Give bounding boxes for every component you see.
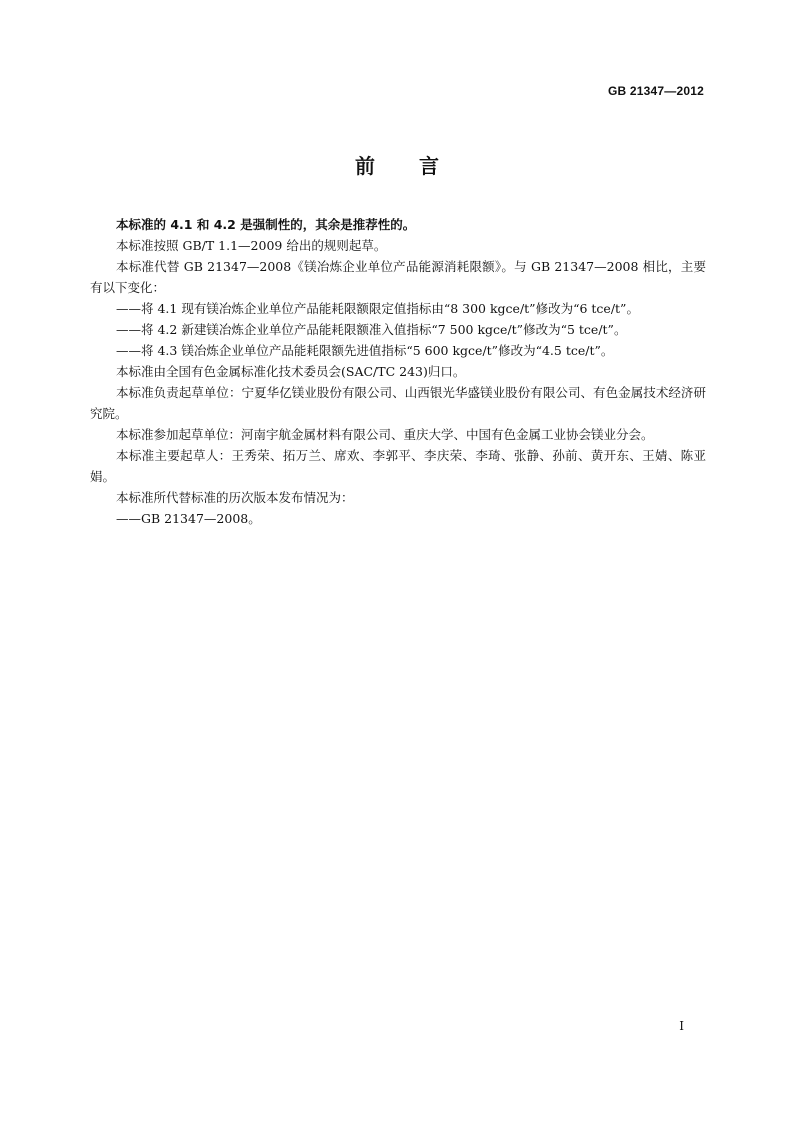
- foreword-paragraph-technical-committee: 本标准由全国有色金属标准化技术委员会(SAC/TC 243)归口。: [116, 364, 466, 379]
- page-title: 前言: [355, 154, 483, 178]
- foreword-paragraph-replacement: 本标准代替 GB 21347—2008《镁冶炼企业单位产品能源消耗限额》。与 GB 21347—2008 相比，主要有以下变化：: [90, 259, 706, 295]
- change-item-4-3: ——将 4.3 镁冶炼企业单位产品能耗限额先进值指标“5 600 kgce/t”修改为“4.5 tce/t”。: [116, 343, 614, 358]
- change-item-4-2: ——将 4.2 新建镁冶炼企业单位产品能耗限额准入值指标“7 500 kgce/t”修改为“5 tce/t”。: [116, 322, 627, 337]
- foreword-paragraph-drafting-rules: 本标准按照 GB/T 1.1—2009 给出的规则起草。: [116, 238, 387, 253]
- foreword-paragraph-mandatory-clauses: 本标准的 4.1 和 4.2 是强制性的，其余是推荐性的。: [116, 217, 416, 232]
- page-number: I: [679, 1019, 684, 1033]
- foreword-paragraph-version-history: 本标准所代替标准的历次版本发布情况为：: [116, 490, 354, 505]
- foreword-body: [90, 214, 706, 529]
- change-item-4-1: ——将 4.1 现有镁冶炼企业单位产品能耗限额限定值指标由“8 300 kgce/t”修改为“6 tce/t”。: [116, 301, 639, 316]
- foreword-paragraph-participating-drafters: 本标准参加起草单位：河南宇航金属材料有限公司、重庆大学、中国有色金属工业协会镁业分会。: [116, 427, 654, 442]
- foreword-paragraph-lead-drafters: 本标准负责起草单位：宁夏华亿镁业股份有限公司、山西银光华盛镁业股份有限公司、有色金属技术经济研究院。: [90, 385, 706, 421]
- standard-number: GB 21347—2012: [608, 84, 704, 98]
- version-history-item: ——GB 21347—2008。: [116, 511, 261, 526]
- foreword-paragraph-main-authors: 本标准主要起草人：王秀荣、拓万兰、席欢、李郭平、李庆荣、李琦、张静、孙前、黄开东、王婧、陈亚娟。: [90, 448, 706, 484]
